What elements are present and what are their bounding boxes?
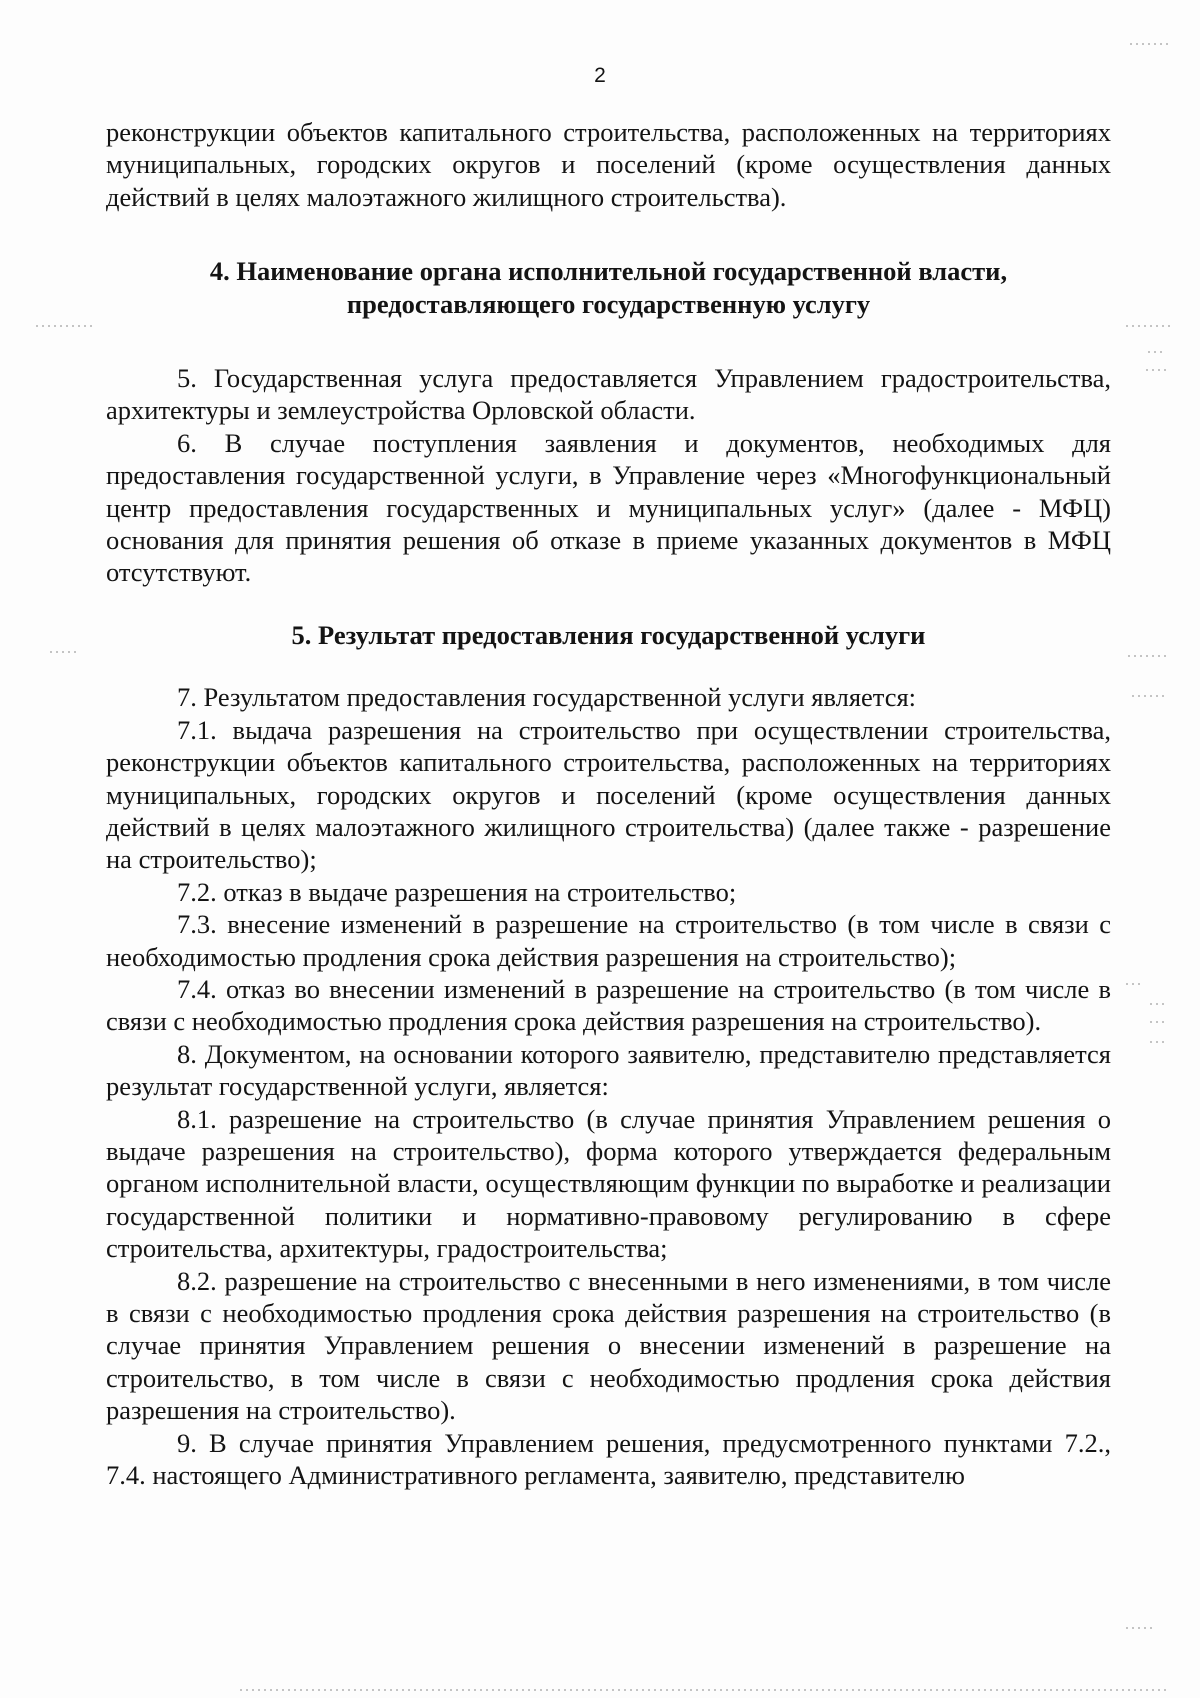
paragraph-7-2: 7.2. отказ в выдаче разрешения на строительство;	[177, 876, 737, 907]
page-number: 2	[594, 64, 606, 87]
section-5-heading: 5. Результат предоставления государственной услуги	[291, 619, 926, 650]
section-4-heading: 4. Наименование органа исполнительной государственной власти, предоставляющего государственную услугу	[209, 256, 1008, 319]
paragraph-7-3: 7.3. внесение изменений в разрешение на строительство (в том числе в связи с необходимостью продления срока действия разрешения на строительство);	[106, 909, 1111, 972]
document-body	[106, 116, 1111, 1491]
paragraph-7-4: 7.4. отказ во внесении изменений в разрешение на строительство (в том числе в связи с необходимостью продления срока действия разрешения на строительство).	[106, 973, 1111, 1037]
paragraph-5: 5. Государственная услуга предоставляется Управлением градостроительства, архитектуры и землеустройства Орловской области.	[106, 363, 1111, 426]
paragraph-8-1: 8.1. разрешение на строительство (в случае принятия Управлением решения о выдаче разрешения на строительство), форма которого утверждается федеральным органом исполнительной власти, осуществляющим функции по выработке и реализации государственной политики и нормативно-правовому регулированию в сфере строительства, архитектуры, градостроительства;	[106, 1103, 1111, 1264]
intro-paragraph: реконструкции объектов капитального строительства, расположенных на территориях муниципальных, городских округов и поселений (кроме осуществления данных действий в целях малоэтажного жилищного строительства).	[106, 117, 1111, 212]
paragraph-6: 6. В случае поступления заявления и документов, необходимых для предоставления государственной услуги, в Управление через «Многофункциональный центр предоставления государственных и муниципальных услуг» (далее - МФЦ) основания для принятия решения об отказе в приеме указанных документов в МФЦ отсутствуют.	[106, 427, 1111, 588]
paragraph-9: 9. В случае принятия Управлением решения, предусмотренного пунктами 7.2., 7.4. настоящего Административного регламента, заявителю, представителю	[106, 1427, 1111, 1491]
paragraph-7-1: 7.1. выдача разрешения на строительство при осуществлении строительства, реконструкции объектов капитального строительства, расположенных на территориях муниципальных, городских округов и поселений (кроме осуществления данных действий в целях малоэтажного жилищного строительства) (далее также - разрешение на строительство);	[106, 714, 1111, 875]
paragraph-7: 7. Результатом предоставления государственной услуги является:	[177, 682, 917, 713]
paragraph-8: 8. Документом, на основании которого заявителю, представителю представляется результат государственной услуги, является:	[106, 1038, 1111, 1102]
paragraph-8-2: 8.2. разрешение на строительство с внесенными в него изменениями, в том числе в связи с необходимостью продления срока действия разрешения на строительство (в случае принятия Управлением решения о внесении изменений в разрешение на строительство, в том числе в связи с необходимостью продления срока действия разрешения на строительство).	[106, 1265, 1111, 1426]
